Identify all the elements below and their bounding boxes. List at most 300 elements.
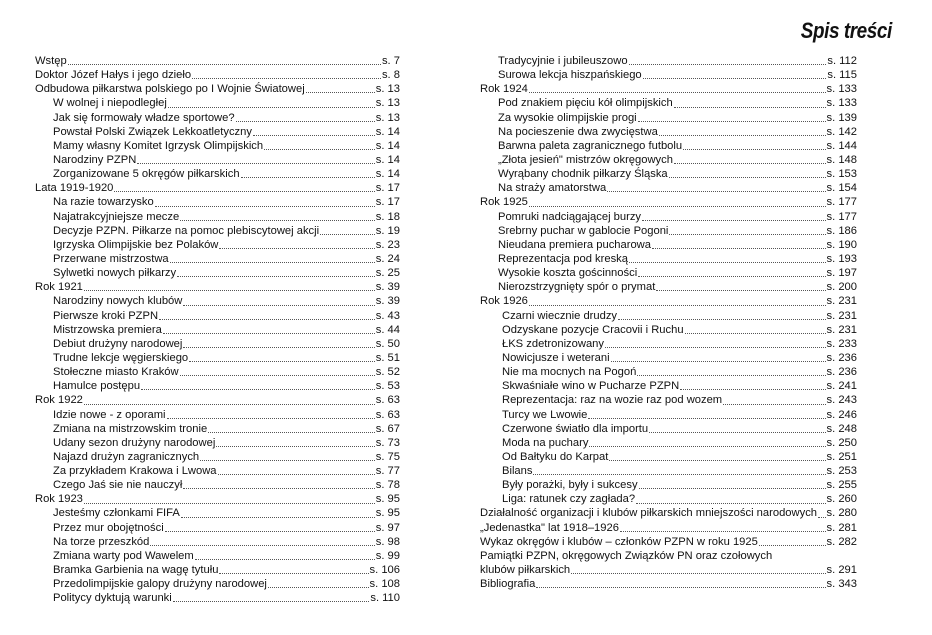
toc-entry-title: Moda na puchary [502,436,589,449]
dot-leader [320,234,375,235]
toc-entry-title: Na straży amatorstwa [498,182,607,195]
dot-leader [683,149,825,150]
toc-entry [35,577,400,591]
toc-entry [480,563,857,577]
toc-entry-title: Wykaz okręgów i klubów – członków PZPN w roku 1925 [480,535,758,548]
dot-leader [639,488,826,489]
toc-entry-title: Trudne lekcje węgierskiego [53,351,189,364]
toc-entry-title: Nowicjusze i weterani [502,351,610,364]
toc-entry [480,54,857,68]
dot-leader [636,503,825,504]
toc-entry [35,82,400,96]
toc-entry-page: s. 154 [826,182,857,195]
dot-leader [264,149,375,150]
dot-leader [533,474,825,475]
dot-leader [180,220,375,221]
toc-entry-page: s. 25 [375,267,400,280]
toc-entry [480,96,857,110]
dot-leader [607,191,825,192]
toc-entry-page: s. 133 [826,97,857,110]
dot-leader [571,573,825,574]
toc-entry [35,309,400,323]
toc-entry-page: s. 144 [826,139,857,152]
toc-entry-title: Na razie towarzysko [53,196,154,209]
dot-leader [84,503,375,504]
toc-entry-page: s. 63 [375,394,400,407]
toc-entry-title: Za przykładem Krakowa i Lwowa [53,465,217,478]
dot-leader [642,220,825,221]
toc-entry [35,464,400,478]
dot-leader [680,389,825,390]
toc-entry-page: s. 17 [375,182,400,195]
toc-entry [35,139,400,153]
dot-leader [611,361,826,362]
toc-entry-page: s. 14 [375,168,400,181]
toc-entry [35,153,400,167]
toc-entry-title: Hamulce postępu [53,380,141,393]
toc-entry-page: s. 106 [369,564,400,577]
toc-entry [35,337,400,351]
dot-leader [629,64,827,65]
dot-leader [620,531,826,532]
toc-entry-page: s. 243 [826,394,857,407]
toc-entry [35,351,400,365]
dot-leader [674,107,826,108]
dot-leader [165,531,375,532]
toc-entry [480,68,857,82]
toc-entry-page: s. 24 [375,252,400,265]
toc-entry-page: s. 95 [375,507,400,520]
toc-entry-title: ŁKS zdetronizowany [502,337,604,350]
toc-entry [35,379,400,393]
toc-entry-title: Były porażki, były i sukcesy [502,479,638,492]
toc-entry-page: s. 44 [375,323,400,336]
toc-entry-page: s. 13 [375,111,400,124]
dot-leader [137,163,374,164]
dot-leader [818,517,826,518]
toc-entry-page: s. 14 [375,153,400,166]
toc-entry-title: Czego Jaś sie nie nauczył [53,479,183,492]
toc-entry-page: s. 282 [826,535,857,548]
dot-leader [208,432,375,433]
toc-entry [35,111,400,125]
toc-entry-page: s. 39 [375,295,400,308]
toc-entry-title: Bibliografia [480,578,536,591]
toc-entry [480,323,857,337]
toc-entry-page: s. 77 [375,465,400,478]
toc-entry-title: Lata 1919-1920 [35,182,114,195]
toc-entry-page: s. 67 [375,422,400,435]
toc-entry-page: s. 108 [369,578,400,591]
toc-entry [35,478,400,492]
toc-entry-title: Debiut drużyny narodowej [53,337,183,350]
toc-entry [480,478,857,492]
toc-entry-title: Reprezentacja: raz na wozie raz pod wozem [502,394,723,407]
toc-entry-page: s. 112 [827,54,857,67]
dot-leader [529,92,826,93]
toc-entry [480,195,857,209]
toc-entry-page: s. 110 [370,592,400,605]
toc-entry-title: Politycy dyktują warunki [53,592,172,605]
dot-leader [219,573,368,574]
toc-entry-page: s. 98 [375,535,400,548]
dot-leader [150,545,374,546]
toc-entry [480,266,857,280]
dot-leader [759,545,826,546]
toc-entry-title: Jak się formowały władze sportowe? [53,111,235,124]
dot-leader [643,78,827,79]
toc-entry-title: Decyzje PZPN. Piłkarze na pomoc plebiscytowej akcji [53,224,320,237]
toc-entry-page: s. 251 [826,450,857,463]
toc-entry-page: s. 14 [375,139,400,152]
toc-entry [480,181,857,195]
dot-leader [589,446,825,447]
dot-leader [609,460,825,461]
dot-leader [268,587,369,588]
toc-entry [480,507,857,521]
toc-entry-title: Wyrąbany chodnik piłkarzy Śląska [498,168,668,181]
toc-entry [35,408,400,422]
toc-entry-title: Wstęp [35,54,67,67]
dot-leader [141,389,375,390]
toc-entry-page: s. 186 [826,224,857,237]
toc-entry-page: s. 39 [375,281,400,294]
dot-leader [155,206,375,207]
dot-leader [638,276,825,277]
toc-entry-title: Rok 1924 [480,83,528,96]
toc-entry-title: Surowa lekcja hiszpańskiego [498,69,642,82]
toc-entry [480,422,857,436]
toc-entry [35,54,400,68]
toc-entry-title: Igrzyska Olimpijskie bez Polaków [53,238,219,251]
dot-leader [159,319,375,320]
toc-entry [35,436,400,450]
toc-entry [480,111,857,125]
toc-entry [480,408,857,422]
toc-entry-page: s. 19 [375,224,400,237]
dot-leader [723,404,825,405]
toc-entry-page: s. 133 [826,83,857,96]
toc-entry-page: s. 53 [375,380,400,393]
toc-entry-title: Na torze przeszkód [53,535,150,548]
toc-entry [480,153,857,167]
toc-entry-title: Najazd drużyn zagranicznych [53,450,200,463]
toc-entry-page: s. 13 [375,97,400,110]
toc-entry-title: Bilans [502,465,533,478]
dot-leader [649,432,825,433]
toc-entry [480,436,857,450]
toc-entry [480,280,857,294]
toc-entry-page: s. 281 [826,521,857,534]
toc-entry-title: Udany sezon drużyny narodowej [53,436,216,449]
toc-entry-page: s. 231 [826,309,857,322]
dot-leader [192,78,381,79]
toc-entry-title: Czarni wiecznie drudzy [502,309,618,322]
toc-entry-page: s. 177 [826,210,857,223]
toc-entry-title: Bramka Garbienia na wagę tytułu [53,564,219,577]
toc-entry-page: s. 17 [375,196,400,209]
toc-entry-title: Nierozstrzygnięty spór o prymat [498,281,656,294]
dot-leader [656,290,825,291]
toc-entry-page: s. 50 [375,337,400,350]
toc-entry [35,521,400,535]
toc-entry-page: s. 260 [826,493,857,506]
toc-entry-title: Rok 1926 [480,295,528,308]
toc-entry [480,549,857,563]
toc-entry [480,294,857,308]
toc-entry-title: Reprezentacja pod kreską [498,252,628,265]
toc-entry [35,195,400,209]
toc-entry [480,351,857,365]
dot-leader [183,347,374,348]
toc-entry-page: s. 75 [375,450,400,463]
toc-entry [480,167,857,181]
toc-entry [480,450,857,464]
toc-entry [480,464,857,478]
toc-entry [480,393,857,407]
toc-entry [35,549,400,563]
toc-entry-page: s. 250 [826,436,857,449]
toc-entry-page: s. 177 [826,196,857,209]
dot-leader [253,135,375,136]
toc-left-column [35,54,400,605]
toc-entry-page: s. 343 [826,578,857,591]
toc-entry [35,280,400,294]
toc-entry [35,252,400,266]
dot-leader [306,92,375,93]
dot-leader [638,121,826,122]
toc-entry-title: Tradycyjnie i jubileuszowo [498,54,628,67]
dot-leader [168,107,375,108]
toc-entry-page: s. 8 [381,69,400,82]
toc-entry-page: s. 97 [375,521,400,534]
toc-entry-title: klubów piłkarskich [480,564,571,577]
toc-entry [480,337,857,351]
dot-leader [605,347,826,348]
dot-leader [669,177,826,178]
toc-entry-page: s. 63 [375,408,400,421]
dot-leader [180,375,375,376]
toc-entry-title: Turcy we Lwowie [502,408,588,421]
toc-entry [480,521,857,535]
toc-entry-title: Pod znakiem pięciu kół olimpijskich [498,97,673,110]
toc-entry-page: s. 73 [375,436,400,449]
toc-entry-page: s. 197 [826,267,857,280]
toc-entry-title: Doktor Józef Hałys i jego dzieło [35,69,192,82]
dot-leader [68,64,381,65]
toc-entry-title: Zmiana warty pod Wawelem [53,549,194,562]
dot-leader [536,587,825,588]
toc-entry-title: Pamiątki PZPN, okręgowych Związków PN oraz czołowych [480,549,773,562]
dot-leader [637,375,825,376]
toc-entry [35,68,400,82]
toc-entry-title: Przedolimpijskie galopy drużyny narodowej [53,578,267,591]
toc-entry-title: Rok 1922 [35,394,83,407]
toc-entry [35,365,400,379]
dot-leader [183,488,374,489]
toc-entry [35,393,400,407]
toc-entry-page: s. 115 [827,69,857,82]
toc-entry-title: Za wysokie olimpijskie progi [498,111,637,124]
toc-entry [480,224,857,238]
toc-entry-page: s. 255 [826,479,857,492]
toc-entry-title: Nie ma mocnych na Pogoń [502,366,637,379]
toc-entry [35,224,400,238]
toc-entry [480,379,857,393]
toc-entry-page: s. 139 [826,111,857,124]
toc-entry-page: s. 43 [375,309,400,322]
toc-entry-page: s. 153 [826,168,857,181]
toc-entry-title: Zorganizowane 5 okręgów piłkarskich [53,168,240,181]
toc-entry [480,309,857,323]
toc-entry [480,210,857,224]
toc-entry [480,125,857,139]
page-title: Spis treści [801,18,892,43]
toc-entry-title: Odzyskane pozycje Cracovii i Ruchu [502,323,684,336]
dot-leader [652,248,826,249]
toc-entry-title: Pierwsze kroki PZPN [53,309,159,322]
toc-entry-page: s. 193 [826,252,857,265]
toc-entry-title: Powstał Polski Związek Lekkoatletyczny [53,125,252,138]
dot-leader [218,474,375,475]
toc-entry-title: Przez mur obojętności [53,521,164,534]
dot-leader [529,206,826,207]
dot-leader [177,276,375,277]
toc-entry [480,238,857,252]
toc-entry [480,139,857,153]
toc-entry-title: Przerwane mistrzostwa [53,252,169,265]
toc-entry-page: s. 236 [826,351,857,364]
toc-right-column [480,54,857,591]
toc-entry [480,535,857,549]
dot-leader [685,333,826,334]
toc-entry [480,365,857,379]
toc-entry-page: s. 148 [826,153,857,166]
toc-entry-page: s. 241 [826,380,857,393]
toc-entry-title: Czerwone światło dla importu [502,422,649,435]
toc-entry [35,266,400,280]
toc-entry-page: s. 23 [375,238,400,251]
toc-entry-title: Jesteśmy członkami FIFA [53,507,180,520]
toc-entry-title: Stołeczne miasto Kraków [53,366,179,379]
dot-leader [84,290,375,291]
toc-entry-title: Skwaśniałe wino w Pucharze PZPN [502,380,680,393]
toc-entry-title: Pomruki nadciągającej burzy [498,210,642,223]
toc-entry-title: Zmiana na mistrzowskim tronie [53,422,208,435]
toc-entry-page: s. 14 [375,125,400,138]
toc-entry-title: Liga: ratunek czy zagłada? [502,493,636,506]
toc-entry [480,577,857,591]
toc-entry [35,422,400,436]
toc-entry-title: „Złota jesień" mistrzów okręgowych [498,153,673,166]
toc-entry-title: „Jedenastka" lat 1918–1926 [480,521,619,534]
toc-entry-page: s. 13 [375,83,400,96]
dot-leader [219,248,374,249]
toc-entry-title: Srebrny puchar w gablocie Pogoni [498,224,669,237]
toc-entry-page: s. 231 [826,295,857,308]
dot-leader [170,262,375,263]
toc-entry-page: s. 253 [826,465,857,478]
dot-leader [588,418,825,419]
dot-leader [183,305,374,306]
toc-entry-title: Działalność organizacji i klubów piłkarskich mniejszości narodowych [480,507,818,520]
toc-entry-title: Narodziny PZPN [53,153,137,166]
toc-entry [35,492,400,506]
dot-leader [200,460,375,461]
toc-entry-page: s. 7 [381,54,400,67]
toc-entry-title: Nieudana premiera pucharowa [498,238,651,251]
toc-entry-title: Mistrzowska premiera [53,323,162,336]
toc-entry [35,181,400,195]
toc-entry-page: s. 190 [826,238,857,251]
toc-entry-title: Wysokie koszta gościnności [498,267,638,280]
toc-entry-title: Na pocieszenie dwa zwycięstwa [498,125,658,138]
toc-entry-page: s. 246 [826,408,857,421]
dot-leader [529,305,826,306]
dot-leader [195,559,375,560]
dot-leader [84,404,375,405]
toc-entry [35,563,400,577]
toc-entry [35,210,400,224]
dot-leader [181,517,375,518]
toc-entry-page: s. 233 [826,337,857,350]
toc-entry [480,82,857,96]
toc-entry-title: W wolnej i niepodległej [53,97,167,110]
toc-entry [35,507,400,521]
dot-leader [618,319,825,320]
dot-leader [241,177,375,178]
dot-leader [216,446,374,447]
dot-leader [167,418,375,419]
toc-entry-page: s. 18 [375,210,400,223]
toc-entry-page: s. 142 [826,125,857,138]
toc-entry-page: s. 291 [826,564,857,577]
toc-entry [35,535,400,549]
toc-entry-title: Rok 1923 [35,493,83,506]
toc-entry-title: Najatrakcyjniejsze mecze [53,210,180,223]
toc-entry-page: s. 231 [826,323,857,336]
dot-leader [669,234,825,235]
toc-entry-page: s. 200 [826,281,857,294]
toc-entry [35,591,400,605]
toc-entry [35,96,400,110]
toc-entry-page: s. 280 [826,507,857,520]
toc-entry [480,492,857,506]
toc-entry-page: s. 248 [826,422,857,435]
toc-entry-title: Idzie nowe - z oporami [53,408,166,421]
toc-entry-title: Rok 1925 [480,196,528,209]
toc-entry-title: Barwna paleta zagranicznego futbolu [498,139,683,152]
toc-entry [35,294,400,308]
toc-entry-title: Narodziny nowych klubów [53,295,183,308]
toc-entry-page: s. 51 [375,351,400,364]
toc-entry [35,450,400,464]
dot-leader [629,262,826,263]
toc-entry-page: s. 236 [826,366,857,379]
toc-entry-page: s. 78 [375,479,400,492]
toc-entry-page: s. 99 [375,549,400,562]
dot-leader [173,601,370,602]
toc-entry [480,252,857,266]
toc-entry-title: Rok 1921 [35,281,83,294]
toc-entry-page: s. 95 [375,493,400,506]
toc-entry [35,125,400,139]
toc-entry [35,323,400,337]
toc-entry-title: Sylwetki nowych piłkarzy [53,267,177,280]
toc-entry-title: Odbudowa piłkarstwa polskiego po I Wojnie Światowej [35,83,305,96]
dot-leader [659,135,826,136]
dot-leader [114,191,374,192]
